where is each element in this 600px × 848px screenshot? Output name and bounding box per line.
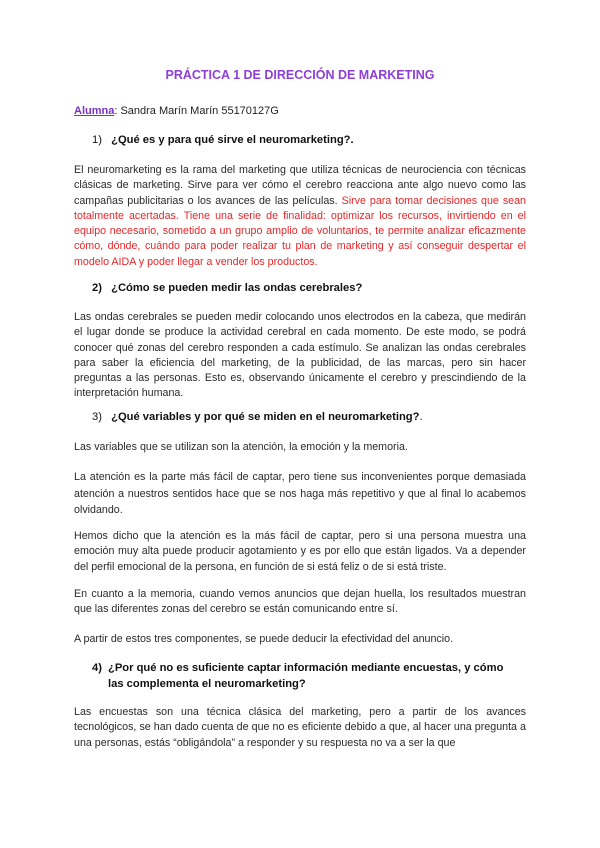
answer-1-highlight: Sirve para tomar decisiones que sean totalmente acertadas. Tiene una serie de finalidad: optimizar los recursos, invirtiendo en el equipo necesario, sometido a un grupo amplio de voluntarios, te permite analizar eficazmente cómo, dónde, cuándo para poder realizar tu plan de marketing y así conseguir despertar el modelo AIDA y poder llegar a vender los productos. [74,194,526,268]
question-2-number: 2) [92,282,102,294]
answer-3-paragraph-2: La atención es la parte más fácil de captar, pero tiene sus inconvenientes porque demasiada atención a nuestros sentidos hace que se nos haga más repetitivo y que al final lo acabemos olvidando. [74,471,526,516]
question-1-text: ¿Qué es y para qué sirve el neuromarketing?. [111,134,354,146]
answer-2-paragraph: Las ondas cerebrales se pueden medir colocando unos electrodos en la cabeza, que medirán el lugar donde se produce la actividad cerebral en cada momento. De este modo, se podrá conocer qué zonas del cerebro responden a cada estímulo. Se analizan las ondas cerebrales para saber la eficiencia del marketing, de la publicidad, de las marcas, pero sin hacer preguntas a las personas. Esto es, observando únicamente el cerebro y prescindiendo de la interpretación humana. [74,311,526,400]
question-1-number: 1) [92,134,102,146]
question-4-text: ¿Por qué no es suficiente captar información mediante encuestas, y cómo las complementa el neuromarketing? [108,662,504,690]
answer-4-paragraph: Las encuestas son una técnica clásica del marketing, pero a partir de los avances tecnológicos, se han dado cuenta de que no es eficiente debido a que, al hacer una pregunta a una personas, estás “obligándola” a responder y su respuesta no va a ser la que [74,706,526,749]
answer-1-text: El neuromarketing es la rama del marketing que utiliza técnicas de neurociencia con técnicas clásicas de marketing. Sirve para ver cómo el cerebro reacciona ante algo nuevo como las campañas publicitarias o los avances de las películas. [74,164,526,207]
question-3-tail: . [419,411,423,423]
question-2-text: ¿Cómo se pueden medir las ondas cerebrales? [111,282,363,294]
answer-3-paragraph-5: A partir de estos tres componentes, se puede deducir la efectividad del anuncio. [74,633,454,645]
question-3-number: 3) [92,411,102,423]
student-label: Alumna [74,105,115,117]
question-4 [92,660,532,692]
student-line [74,105,279,117]
answer-3-paragraph-1: Las variables que se utilizan son la atención, la emoción y la memoria. [74,441,408,453]
answer-3-paragraph-4: En cuanto a la memoria, cuando vemos anuncios que dejan huella, los resultados muestran que las diferentes zonas del cerebro se están comunicando entre sí. [74,588,526,616]
answer-3-paragraph-3: Hemos dicho que la atención es la más fácil de captar, pero si una persona muestra una emoción muy alta puede producir agotamiento y es por ello que están ligados. Va a depender del perfil emocional de la persona, en función de si está feliz o de si está triste. [74,530,526,573]
question-2 [92,282,362,294]
question-1 [92,134,354,146]
document-title: PRÁCTICA 1 DE DIRECCIÓN DE MARKETING [165,68,435,82]
question-3 [92,411,423,423]
question-3-text: ¿Qué variables y por qué se miden en el neuromarketing? [111,411,420,423]
question-4-number: 4) [92,662,102,674]
student-value: : Sandra Marín Marín 55170127G [114,105,279,117]
answer-1-paragraph [74,163,526,270]
